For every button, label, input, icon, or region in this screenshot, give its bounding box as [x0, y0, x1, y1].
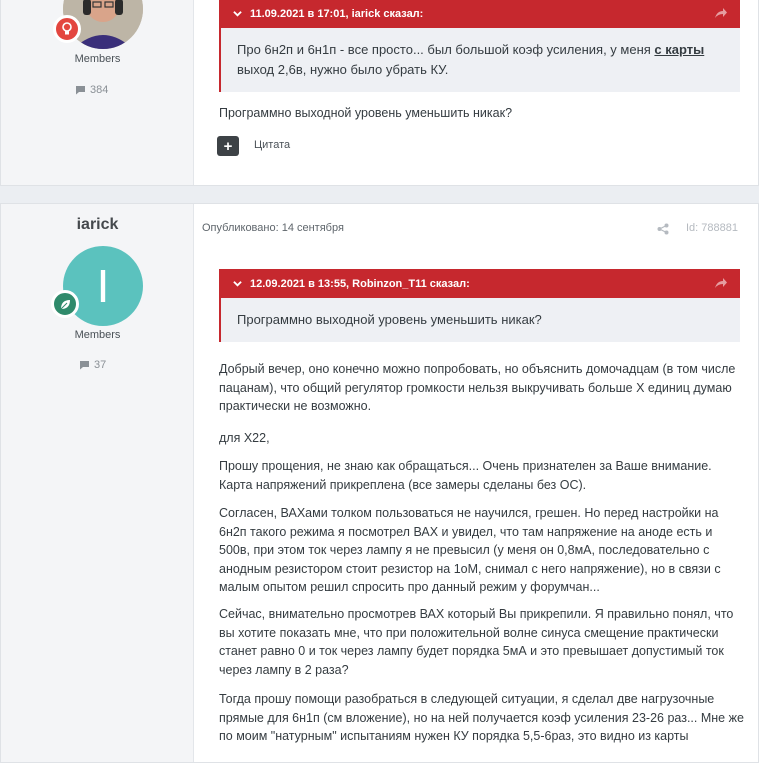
quote-link[interactable]: с карты — [654, 42, 705, 57]
post-date[interactable]: Опубликовано: 14 сентября — [202, 222, 344, 234]
share-arrow-icon[interactable] — [714, 277, 728, 289]
post-2-author-panel — [1, 204, 194, 762]
quote-header[interactable] — [221, 269, 740, 298]
post-paragraph: Согласен, ВАХами толком пользоваться не научился, грешен. Но перед настройки на 6н2п такого режима я посмотрел ВАХ и увидел, что там напряжение на аноде есть и 500в, при этом ток через лампу я не превысил (у меня он 0,8мА, последовательно с анодным резистором стоит резистор на 1оМ, снимал с него напряжение), но в связи с малым опытом решил спросить про данный режим у форумчан... — [219, 506, 721, 594]
chevron-down-icon[interactable] — [233, 9, 242, 18]
post-text: Программно выходной уровень уменьшить никак? — [219, 106, 513, 120]
post-1-content — [194, 0, 758, 185]
quote-text: Программно выходной уровень уменьшить никак? — [237, 312, 542, 327]
quote-citation: 12.09.2021 в 13:55, Robinzon_T11 сказал: — [250, 277, 470, 290]
post-count[interactable] — [79, 359, 106, 371]
post-count-value: 37 — [94, 359, 107, 371]
post-paragraph: Сейчас, внимательно просмотрев ВАХ который Вы прикрепили. Я правильно понял, что вы хотите показать мне, что при положительной волне синуса смещение практически станет равно 0 и ток через лампу будет порядка 5мА и это превышает допустимый ток через лампу в 2 раза? — [219, 607, 734, 677]
avatar[interactable] — [63, 246, 143, 326]
post-paragraph: Прошу прощения, не знаю как обращаться... Очень признателен за Ваше внимание. Карта напряжений прикреплена (все замеры сделаны без ОС). — [219, 459, 712, 492]
post-paragraph: Добрый вечер, оно конечно можно попробовать, но объяснить домочадцам (в том числе пацанам), что общий регулятор громкости нельзя выкручивать больше Х единиц думаю практически не возможно. — [219, 362, 736, 413]
lightbulb-icon — [53, 15, 81, 43]
comment-icon — [79, 360, 90, 370]
post-2 — [0, 203, 759, 763]
multiquote-button[interactable] — [217, 136, 239, 156]
post-id: Id: 788881 — [686, 222, 738, 234]
quote-header[interactable] — [221, 0, 740, 28]
post-2-content — [194, 204, 758, 762]
post-1-author-panel — [1, 0, 194, 185]
quote-block — [219, 269, 740, 342]
plus-icon: + — [223, 137, 233, 155]
author-name[interactable]: iarick — [76, 216, 119, 233]
member-group: Members — [74, 53, 121, 65]
post-paragraph: Тогда прошу помощи разобраться в следующей ситуации, я сделал две нагрузочные прямые для 6н1п (см вложение), но на ней получается коэф усиления 23-26 раз... Мне же по моим "натурным" испытаниям нужен КУ порядка 5,5-6раз, это видно из карты — [219, 692, 744, 743]
share-arrow-icon[interactable] — [714, 7, 728, 19]
leaf-icon — [51, 290, 79, 318]
chevron-down-icon[interactable] — [233, 279, 242, 288]
member-group: Members — [74, 329, 121, 341]
post-count[interactable] — [75, 84, 108, 96]
quote-citation: 11.09.2021 в 17:01, iarick сказал: — [250, 7, 424, 20]
comment-icon — [75, 85, 86, 95]
quote-block — [219, 0, 740, 92]
quote-button[interactable]: Цитата — [254, 139, 291, 151]
quote-text: Про 6н2п и 6н1п - все просто... был большой коэф усиления, у меня с карты выход 2,6в, нужно было убрать КУ. — [237, 42, 705, 77]
post-1 — [0, 0, 759, 186]
share-icon[interactable] — [657, 223, 669, 235]
avatar-letter: I — [96, 260, 110, 312]
post-count-value: 384 — [90, 84, 109, 96]
post-paragraph: для Х22, — [219, 431, 270, 445]
